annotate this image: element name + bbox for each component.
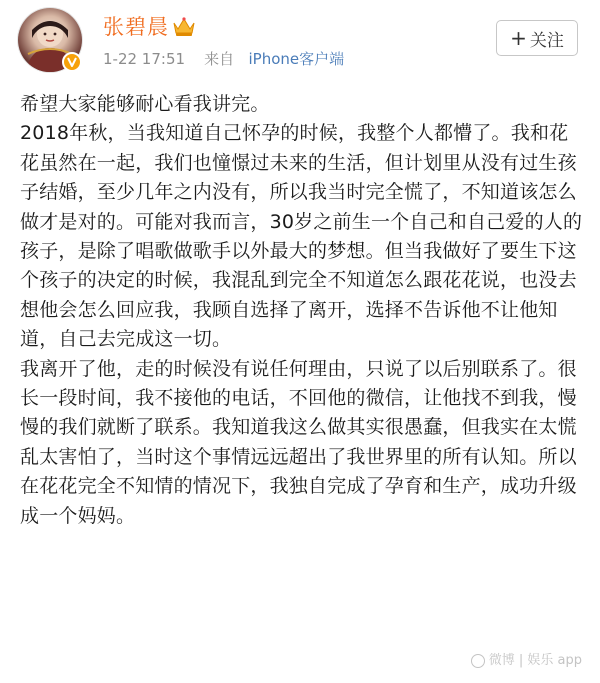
post-paragraph: 2018年秋，当我知道自己怀孕的时候，我整个人都懵了。我和花花虽然在一起，我们也憧憬过未来的生活，但计划里从没有过生孩子结婚，至少几年之内没有，所以我当时完全慌了，不知道该怎么做才是对的。可能对我而言，30岁之前生一个自己和自己爱的人的孩子，是除了唱歌做歌手以外最大的梦想。但当我做好了要生下这个孩子的决定的时候，我混乱到完全不知道怎么跟花花说，也没去想他会怎么回应我，我顾自选择了离开，选择不告诉他不让他知道，自己去完成这一切。	[20, 122, 583, 351]
watermark-icon	[471, 654, 485, 668]
username[interactable]: 张碧晨	[103, 15, 169, 39]
follow-label: 关注	[529, 30, 564, 51]
plus-icon: +	[510, 26, 527, 50]
post-paragraph: 我离开了他，走的时候没有说任何理由，只说了以后别联系了。很长一段时间，我不接他的电话，不回他的微信，让他找不到我，慢慢的我们就断了联系。我知道我这么做其实很愚蠢，但我实在太慌乱太害怕了，当时这个事情远远超出了我世界里的所有认知。所以在花花完全不知情的情况下，我独自完成了孕育和生产，成功升级成一个妈妈。	[20, 357, 577, 527]
crown-icon	[172, 15, 196, 37]
post-time: 1-22 17:51	[103, 50, 186, 68]
post-paragraph: 希望大家能够耐心看我讲完。	[20, 93, 270, 115]
watermark-text: 微博 | 娱乐 app	[488, 653, 582, 668]
watermark	[471, 653, 582, 669]
post-body	[20, 90, 585, 531]
post-meta	[103, 49, 344, 69]
source-link[interactable]: iPhone客户端	[248, 50, 345, 68]
source-prefix: 来自	[204, 50, 235, 68]
verified-v-icon	[62, 52, 82, 72]
follow-button[interactable]	[496, 20, 578, 56]
post-header	[0, 0, 600, 80]
